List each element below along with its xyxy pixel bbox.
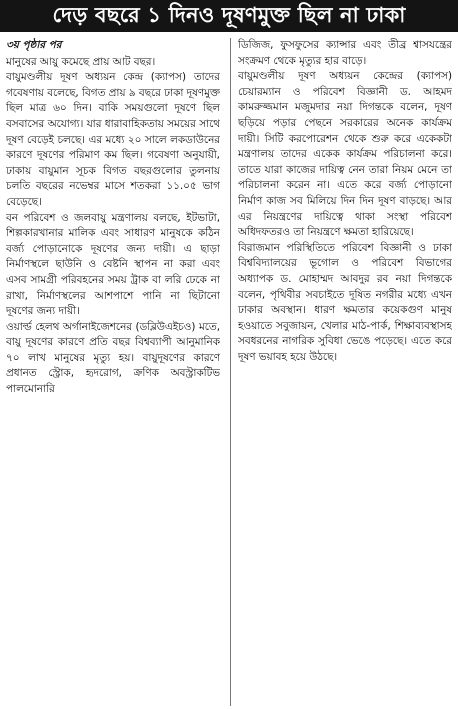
paragraph: বিরাজমান পরিস্থিতিতে পরিবেশ বিজ্ঞানী ও ঢাকা বিশ্ববিদ্যালয়ের ভূগোল ও পরিবেশ বিভাগের অধ্যাপক ড. মোহাম্মদ আবদুর রব নয়া দিগন্তকে বলেন, পৃথিবীর সবচাইতে দূষিত নগরীর মধ্যে এখন ঢাকার অবস্থান। ধারণ ক্ষমতার কয়েকগুণ মানুষ হওয়াতে সবুজায়ন, খেলার মাঠ-পার্ক, শিক্ষাব্যবস্থাসহ সবধরনের নাগরিক সুবিধা ভেঙে পড়েছে। এতে করে দূষণ ভয়াবহ হয়ে উঠছে। bbox=[238, 241, 452, 363]
paragraph: বায়ুমণ্ডলীয় দূষণ অধ্যয়ন কেন্দ্রের (ক্যাপস) চেয়ারম্যান ও পরিবেশ বিজ্ঞানী ড. আহমদ কামরুজ্জমান মজুমদার নয়া দিগন্তকে বলেন, দূষণ ছড়িয়ে পড়ার পেছনে সরকারের অনেক কার্যক্রম দায়ী। সিটি করপোরেশন থেকে শুরু করে একেকটা মন্ত্রণালয় তাদের একেক কার্যক্রম পরিচালনা করে। তাতে যারা কাজের দায়িত্ব নেন তারা নিয়ম মেনে তা পরিচালনা করেন না। এতে করে বর্জ্য পোড়ানো নির্মাণ কাজ সব মিলিয়ে দিন দিন দূষণ বাড়ছে। আর এর নিয়ন্ত্রণের দায়িত্বে থাকা সংস্থা পরিবেশ অধিদফতরও তা নিয়ন্ত্রণে ক্ষমতা হারিয়েছে। bbox=[238, 70, 452, 239]
continued-from-label: ৩য় পৃষ্ঠার পর bbox=[6, 39, 62, 51]
right-column bbox=[238, 38, 452, 708]
paragraph: ওয়ার্ল্ড হেলথ অর্গানাইজেশনের (ডব্লিউএইচও) মতে, বায়ু দূষণের কারণে প্রতি বছর বিশ্বব্যাপী আনুমানিক ৭০ লাখ মানুষের মৃত্যু হয়। বায়ুদূষণের কারণে প্রধানত স্ট্রোক, হৃদরোগ, ক্রণিক অবস্ট্রাকটিভ পালমোনারি bbox=[6, 320, 220, 396]
column-divider bbox=[230, 38, 231, 706]
headline: দেড় বছরে ১ দিনও দূষণমুক্ত ছিল না ঢাকা bbox=[0, 0, 458, 32]
paragraph: ডিজিজ, ফুসফুসের ক্যান্সার এবং তীব্র শ্বাসযন্ত্রের সংক্রমণ থেকে মৃত্যুর হার বাড়ে। bbox=[238, 39, 452, 67]
paragraph: মানুষের আয়ু কমেছে প্রায় আট বছর। bbox=[6, 55, 156, 68]
paragraph: বন পরিবেশ ও জলবায়ু মন্ত্রণালয় বলছে, ইটভাটা, শিল্পকারখানার মালিক এবং সাধারণ মানুষকে কঠিন বর্জ্য পোড়ানোকে দূষণের জন্য দায়ী। এ ছাড়া নির্মাণস্থলে ছাউনি ও বেষ্টনি স্থাপন না করা এবং এসব সামগ্রী পরিবহনের সময় ট্রাক বা লরি ঢেকে না রাখা, নির্মাণস্থলের আশপাশে পানি না ছিটানো দূষণের জন্য দায়ী। bbox=[6, 211, 220, 318]
left-column bbox=[6, 38, 220, 708]
paragraph: বায়ুমণ্ডলীয় দূষণ অধ্যয়ন কেন্দ্র (ক্যাপস) তাদের গবেষণায় বলেছে, বিগত প্রায় ৯ বছরে ঢাকা দূষণমুক্ত ছিল মাত্র ৬০ দিন। বাকি সময়গুলো দূষণে ছিল বসবাসের অযোগ্য। যার ধারাবাহিকতায় সময়ের সাথে দূষণ বেড়েই চলছে। এর মধ্যে ২০ সালে লকডাউনের কারণে দূষণের পরিমাণ কম ছিল। গবেষণা অনুযায়ী, ঢাকায় বায়ুমান সূচক বিগত বছরগুলোর তুলনায় চলতি বছরের নভেম্বর মাসে শতকরা ১১.০৫ ভাগ বেড়েছে। bbox=[6, 71, 220, 208]
